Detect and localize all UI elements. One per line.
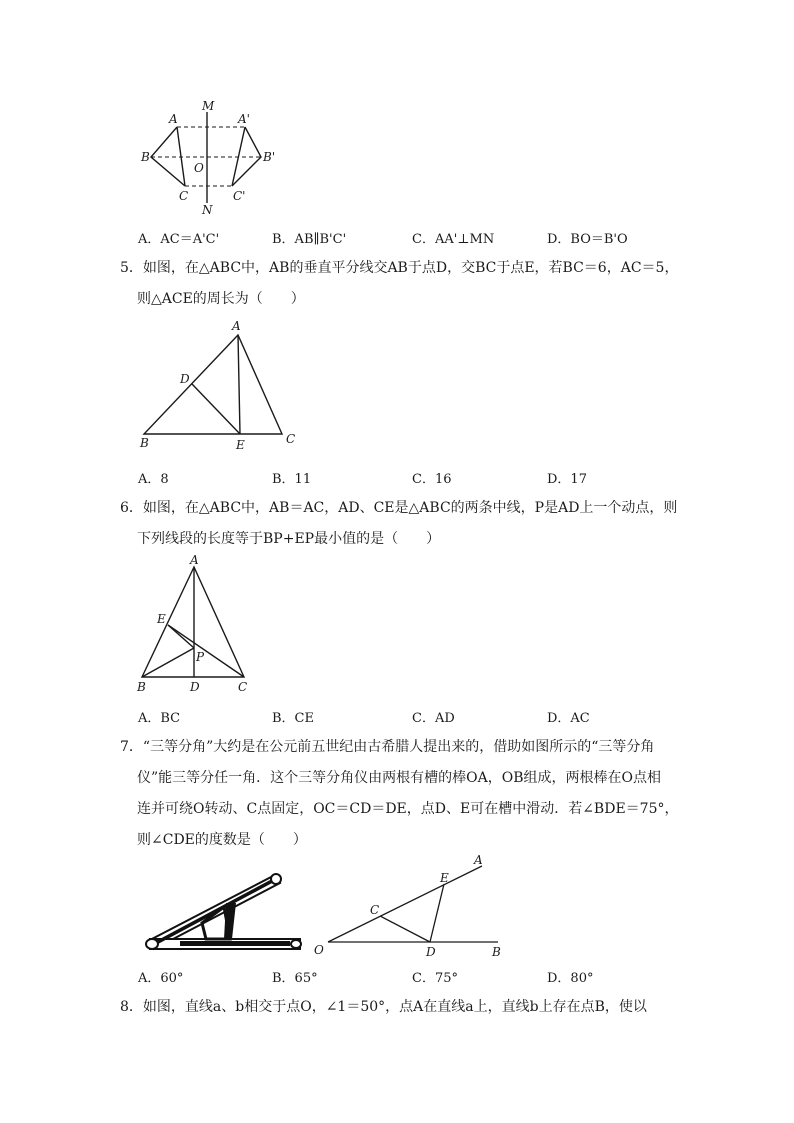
segment-ep	[168, 625, 194, 648]
q4-option-c[interactable]: C．AA'⊥MN	[412, 232, 495, 247]
label-D: D	[180, 372, 190, 386]
q7-option-b[interactable]: B．65°	[272, 971, 318, 986]
q7-figure	[310, 852, 510, 962]
q6-text-line2: 下列线段的长度等于BP+EP最小值的是（ ）	[137, 531, 441, 547]
q5-option-d[interactable]: D．17	[547, 472, 587, 487]
q6-option-a[interactable]: A．BC	[138, 711, 181, 726]
q6-text-line1: 6．如图，在△ABC中，AB＝AC，AD、CE是△ABC的两条中线，P是AD上一个动点，则	[120, 500, 678, 516]
label-C: C	[179, 189, 189, 203]
label-A-prime: A'	[238, 112, 250, 126]
label-B: B	[140, 436, 149, 450]
label-C: C	[370, 903, 380, 917]
q6-option-c[interactable]: C．AD	[412, 711, 455, 726]
segment-cd	[380, 916, 430, 942]
q5-option-a[interactable]: A．8	[138, 472, 169, 487]
label-M: M	[202, 99, 215, 113]
label-P: P	[196, 650, 205, 664]
q5-figure	[130, 315, 310, 455]
label-E: E	[440, 871, 449, 885]
label-B: B	[137, 680, 146, 694]
q7-option-c[interactable]: C．75°	[412, 971, 458, 986]
label-D: D	[426, 945, 436, 959]
q5-option-b[interactable]: B．11	[272, 472, 312, 487]
segment-de	[430, 884, 444, 942]
label-A: A	[190, 553, 199, 567]
segment-de	[192, 384, 240, 434]
label-O: O	[314, 943, 324, 957]
q6-option-d[interactable]: D．AC	[547, 711, 590, 726]
label-A: A	[232, 319, 241, 333]
q7-text-line4: 则∠CDE的度数是（ ）	[137, 832, 307, 848]
q8-text-line1: 8．如图，直线a、b相交于点O，∠1＝50°，点A在直线a上，直线b上存在点B，使以	[120, 999, 647, 1015]
q7-text-line1: 7．“三等分角”大约是在公元前五世纪由古希腊人提出来的，借助如图所示的“三等分角	[120, 739, 655, 755]
q7-trisector-photo	[140, 865, 305, 955]
label-E: E	[157, 612, 166, 626]
label-N: N	[202, 203, 213, 217]
label-D: D	[190, 680, 200, 694]
label-E: E	[236, 438, 245, 452]
segment-ae	[238, 335, 240, 434]
q5-option-c[interactable]: C．16	[412, 472, 452, 487]
q7-option-d[interactable]: D．80°	[547, 971, 594, 986]
label-A: A	[169, 112, 178, 126]
label-B-prime: B'	[263, 150, 276, 164]
q6-option-b[interactable]: B．CE	[272, 711, 314, 726]
q4-option-a[interactable]: A．AC＝A'C'	[138, 232, 220, 247]
segment-bp	[142, 648, 194, 677]
label-C: C	[286, 432, 296, 446]
q4-option-d[interactable]: D．BO＝B'O	[547, 232, 628, 247]
q6-figure	[132, 553, 262, 698]
ray-oa	[328, 866, 482, 942]
q5-text-line2: 则△ACE的周长为（ ）	[137, 291, 305, 307]
label-O: O	[194, 161, 204, 175]
q4-figure	[135, 95, 285, 220]
q7-option-a[interactable]: A．60°	[138, 971, 184, 986]
label-A: A	[474, 853, 483, 867]
label-B: B	[492, 945, 501, 959]
label-B: B	[141, 150, 150, 164]
q4-option-b[interactable]: B．AB∥B'C'	[272, 232, 347, 247]
q7-text-line2: 仪”能三等分任一角．这个三等分角仪由两根有槽的棒OA，OB组成，两根棒在O点相	[137, 770, 661, 786]
q7-text-line3: 连并可绕O转动、C点固定，OC＝CD＝DE，点D、E可在槽中滑动．若∠BDE＝75°，	[137, 801, 679, 817]
label-C-prime: C'	[233, 189, 246, 203]
label-C: C	[238, 680, 248, 694]
q5-text-line1: 5．如图，在△ABC中，AB的垂直平分线交AB于点D，交BC于点E，若BC＝6，AC＝5，	[120, 260, 679, 276]
triangle-abc	[144, 335, 282, 434]
